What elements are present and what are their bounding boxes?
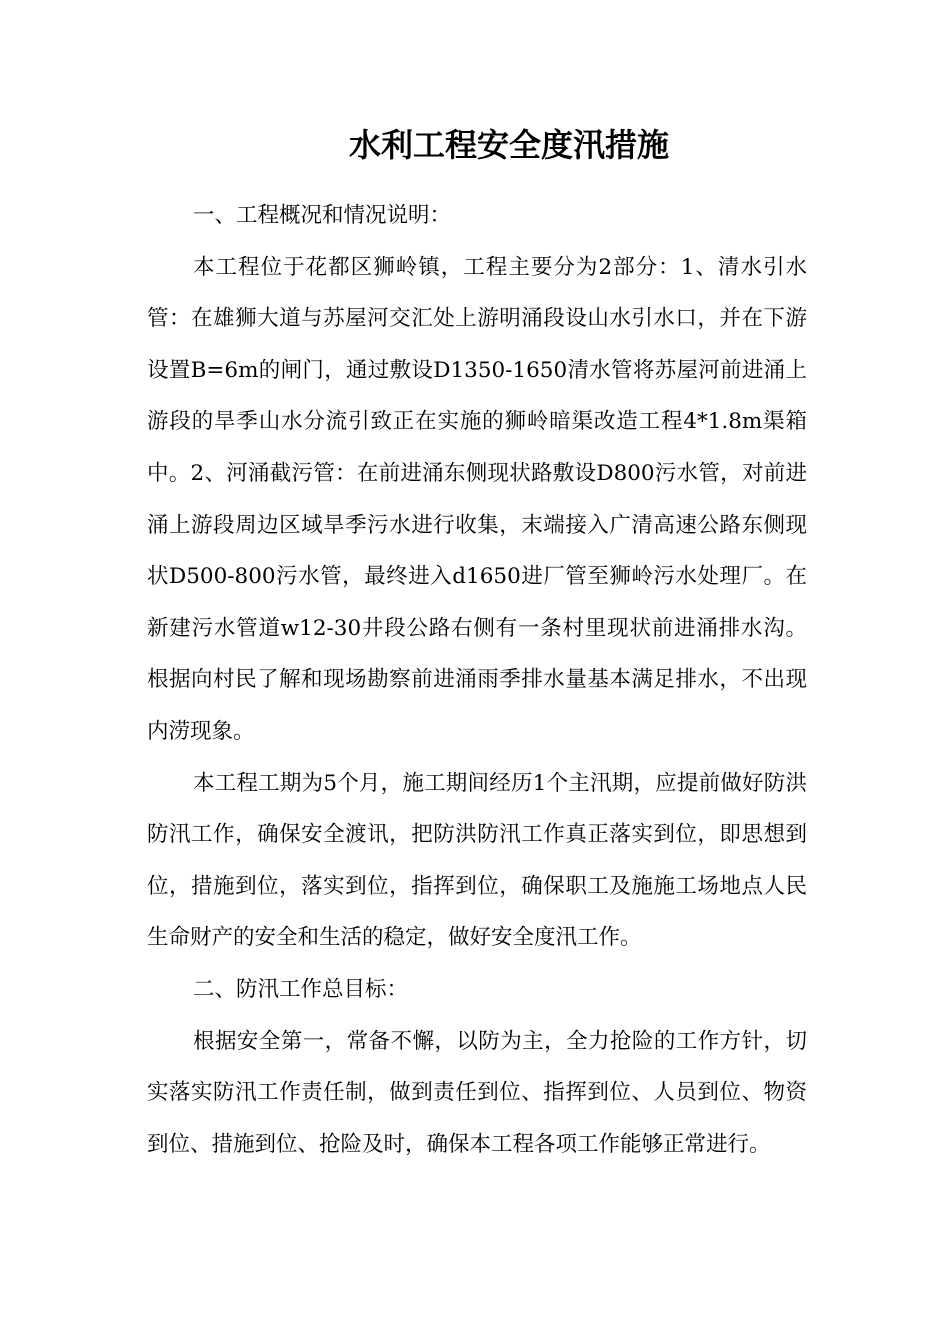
paragraph-schedule: 本工程工期为5个月，施工期间经历1个主汛期，应提前做好防洪防汛工作，确保安全渡讯，把防洪防汛工作真正落实到位，即思想到位，措施到位，落实到位，指挥到位，确保职工及施施工场地点人民生命财产的安全和生活的稳定，做好安全度汛工作。 [147,770,807,951]
paragraph-goal: 根据安全第一，常备不懈，以防为主，全力抢险的工作方针，切实落实防汛工作责任制，做到责任到位、指挥到位、人员到位、物资到位、措施到位、抢险及时，确保本工程各项工作能够正常进行。 [147,1028,807,1157]
document-title: 水利工程安全度汛措施 [348,126,669,164]
paragraph-project-description: 本工程位于花都区狮岭镇，工程主要分为2部分：1、清水引水管：在雄狮大道与苏屋河交汇处上游明涌段设山水引水口，并在下游设置B=6m的闸门，通过敷设D1350-1650清水管将苏屋河前进涌上游段的旱季山水分流引致正在实施的狮岭暗渠改造工程4*1.8m渠箱中。2、河涌截污管：在前进涌东侧现状路敷设D800污水管，对前进涌上游段周边区域旱季污水进行收集，末端接入广清高速公路东侧现状D500-800污水管，最终进入d1650进厂管至狮岭污水处理厂。在新建污水管道w12-30井段公路右侧有一条村里现状前进涌排水沟。根据向村民了解和现场勘察前进涌雨季排水量基本满足排水，不出现内涝现象。 [147,254,807,744]
section-heading-goal: 二、防汛工作总目标： [193,976,409,1002]
section-heading-overview: 一、工程概况和情况说明： [193,203,452,228]
document-body [147,190,807,1170]
